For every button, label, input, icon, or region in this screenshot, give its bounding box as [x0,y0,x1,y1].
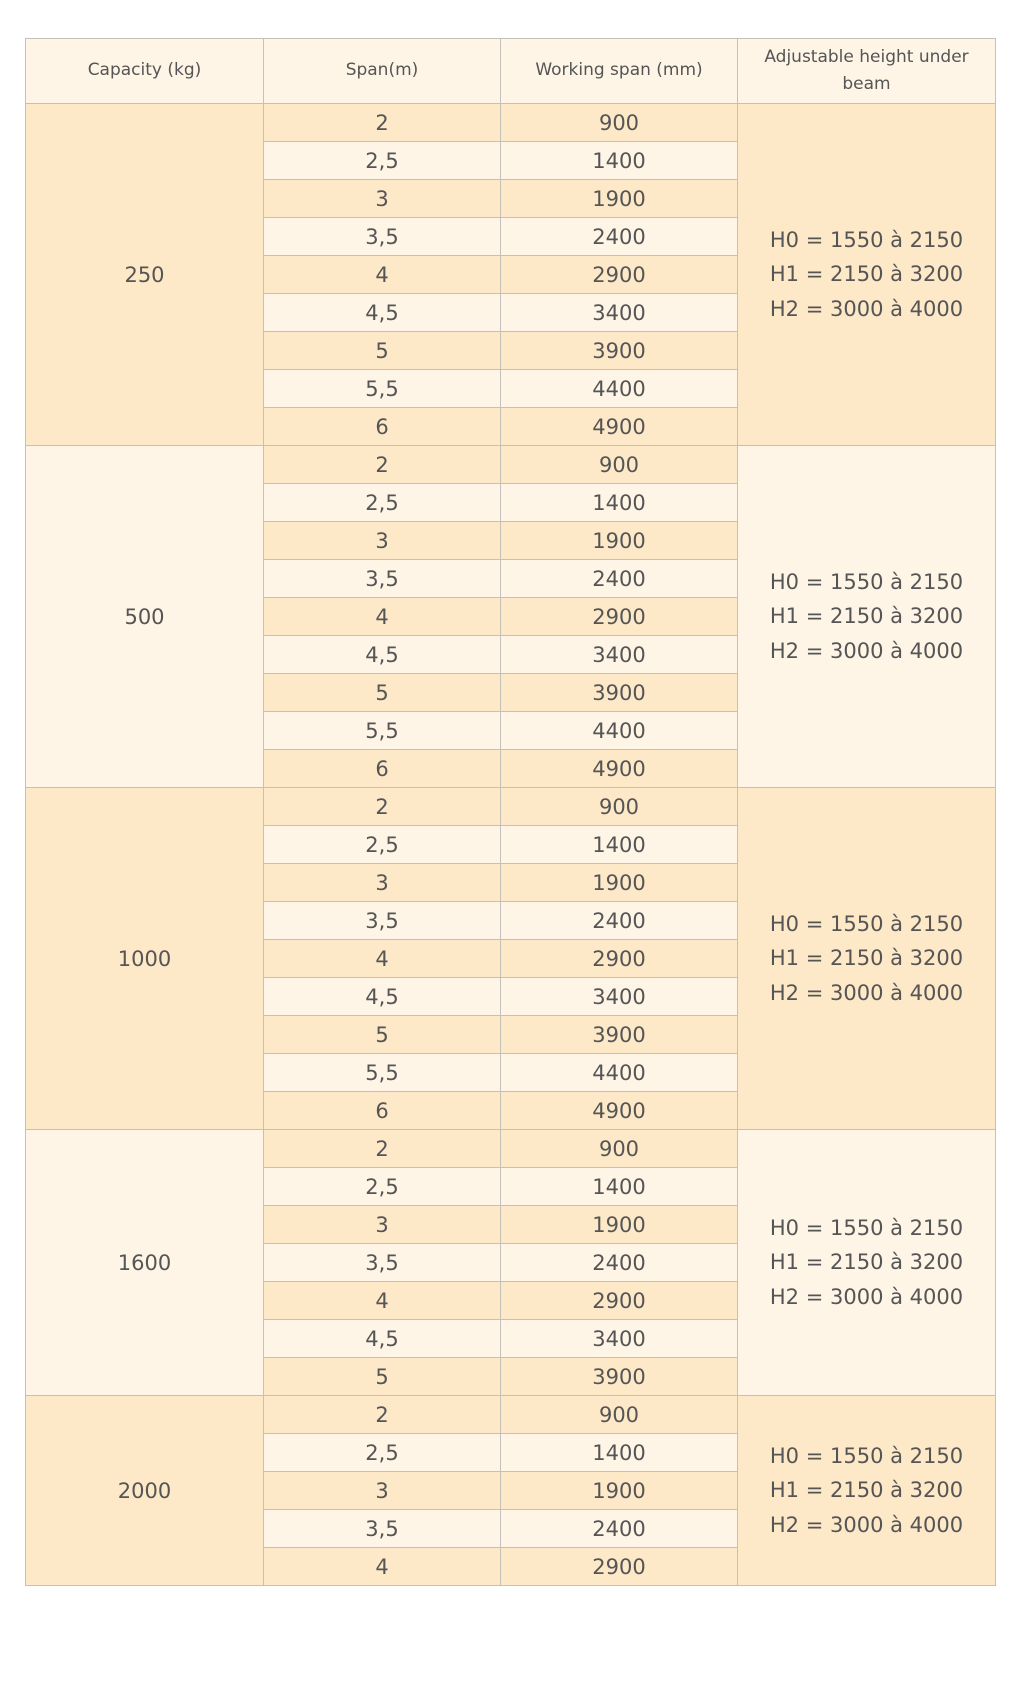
working-span-cell: 4900 [501,750,738,788]
table-row [26,1396,996,1434]
span-cell: 4 [264,598,501,636]
adjustable-height-cell [738,1396,996,1586]
span-cell: 6 [264,1092,501,1130]
height-range-line: H0 = 1550 à 2150 [769,569,964,594]
table-row [26,104,996,142]
height-range-line: H1 = 2150 à 3200 [769,946,964,971]
span-cell: 2,5 [264,1168,501,1206]
span-cell: 4 [264,1548,501,1586]
working-span-cell: 1400 [501,1434,738,1472]
span-cell: 6 [264,408,501,446]
height-range-line: H2 = 3000 à 4000 [769,980,964,1005]
span-cell: 5,5 [264,370,501,408]
span-cell: 3 [264,864,501,902]
height-range-line: H1 = 2150 à 3200 [769,262,964,287]
working-span-cell: 1900 [501,1206,738,1244]
table-body [26,104,996,1586]
working-span-cell: 900 [501,1396,738,1434]
capacity-cell: 500 [26,446,264,788]
span-cell: 3 [264,1472,501,1510]
header-capacity: Capacity (kg) [26,39,264,104]
span-cell: 3 [264,1206,501,1244]
span-cell: 5,5 [264,712,501,750]
height-range-line: H0 = 1550 à 2150 [769,1215,964,1240]
working-span-cell: 2400 [501,1244,738,1282]
span-cell: 3,5 [264,560,501,598]
span-cell: 4,5 [264,1320,501,1358]
working-span-cell: 3900 [501,1358,738,1396]
working-span-cell: 4900 [501,408,738,446]
height-range-line: H1 = 2150 à 3200 [769,1250,964,1275]
working-span-cell: 4400 [501,370,738,408]
span-cell: 3,5 [264,902,501,940]
span-cell: 3 [264,522,501,560]
span-cell: 2,5 [264,1434,501,1472]
span-cell: 4,5 [264,294,501,332]
working-span-cell: 1400 [501,1168,738,1206]
span-cell: 4,5 [264,636,501,674]
table-row [26,788,996,826]
working-span-cell: 3400 [501,1320,738,1358]
working-span-cell: 1900 [501,1472,738,1510]
capacity-cell: 2000 [26,1396,264,1586]
working-span-cell: 4900 [501,1092,738,1130]
span-cell: 2 [264,446,501,484]
span-cell: 5 [264,1358,501,1396]
height-range-line: H2 = 3000 à 4000 [769,1512,964,1537]
working-span-cell: 3400 [501,978,738,1016]
span-cell: 3,5 [264,1244,501,1282]
capacity-cell: 1600 [26,1130,264,1396]
span-cell: 2,5 [264,142,501,180]
height-range-line: H2 = 3000 à 4000 [769,638,964,663]
working-span-cell: 2900 [501,1282,738,1320]
working-span-cell: 2400 [501,1510,738,1548]
height-range-line: H1 = 2150 à 3200 [769,1478,964,1503]
working-span-cell: 1400 [501,142,738,180]
header-working-span: Working span (mm) [501,39,738,104]
span-cell: 4 [264,940,501,978]
span-cell: 5,5 [264,1054,501,1092]
working-span-cell: 900 [501,1130,738,1168]
height-range-line: H2 = 3000 à 4000 [769,1284,964,1309]
working-span-cell: 2400 [501,560,738,598]
working-span-cell: 900 [501,446,738,484]
adjustable-height-cell [738,788,996,1130]
span-cell: 4,5 [264,978,501,1016]
working-span-cell: 4400 [501,712,738,750]
span-cell: 2,5 [264,826,501,864]
working-span-cell: 2900 [501,940,738,978]
working-span-cell: 1400 [501,826,738,864]
working-span-cell: 900 [501,788,738,826]
working-span-cell: 2900 [501,1548,738,1586]
working-span-cell: 1400 [501,484,738,522]
working-span-cell: 2900 [501,256,738,294]
height-range-line: H0 = 1550 à 2150 [769,911,964,936]
adjustable-height-cell [738,446,996,788]
span-cell: 5 [264,332,501,370]
span-cell: 5 [264,1016,501,1054]
header-adjustable-height: Adjustable height under beam [738,39,996,104]
height-range-line: H2 = 3000 à 4000 [769,296,964,321]
capacity-cell: 1000 [26,788,264,1130]
span-cell: 3,5 [264,1510,501,1548]
span-cell: 2 [264,1130,501,1168]
height-range-line: H1 = 2150 à 3200 [769,604,964,629]
span-cell: 3,5 [264,218,501,256]
working-span-cell: 3400 [501,636,738,674]
span-cell: 5 [264,674,501,712]
capacity-table [25,38,996,1586]
working-span-cell: 1900 [501,522,738,560]
working-span-cell: 3900 [501,1016,738,1054]
working-span-cell: 2400 [501,218,738,256]
header-span: Span(m) [264,39,501,104]
adjustable-height-cell [738,104,996,446]
height-range-line: H0 = 1550 à 2150 [769,227,964,252]
working-span-cell: 3900 [501,674,738,712]
span-cell: 2 [264,1396,501,1434]
adjustable-height-cell [738,1130,996,1396]
span-cell: 2,5 [264,484,501,522]
working-span-cell: 900 [501,104,738,142]
capacity-cell: 250 [26,104,264,446]
span-cell: 2 [264,788,501,826]
working-span-cell: 2400 [501,902,738,940]
working-span-cell: 1900 [501,864,738,902]
span-cell: 4 [264,1282,501,1320]
table-row [26,446,996,484]
span-cell: 6 [264,750,501,788]
table-row [26,1130,996,1168]
working-span-cell: 4400 [501,1054,738,1092]
span-cell: 2 [264,104,501,142]
working-span-cell: 1900 [501,180,738,218]
working-span-cell: 3400 [501,294,738,332]
span-cell: 4 [264,256,501,294]
working-span-cell: 2900 [501,598,738,636]
span-cell: 3 [264,180,501,218]
height-range-line: H0 = 1550 à 2150 [769,1443,964,1468]
header-row [26,39,996,104]
working-span-cell: 3900 [501,332,738,370]
